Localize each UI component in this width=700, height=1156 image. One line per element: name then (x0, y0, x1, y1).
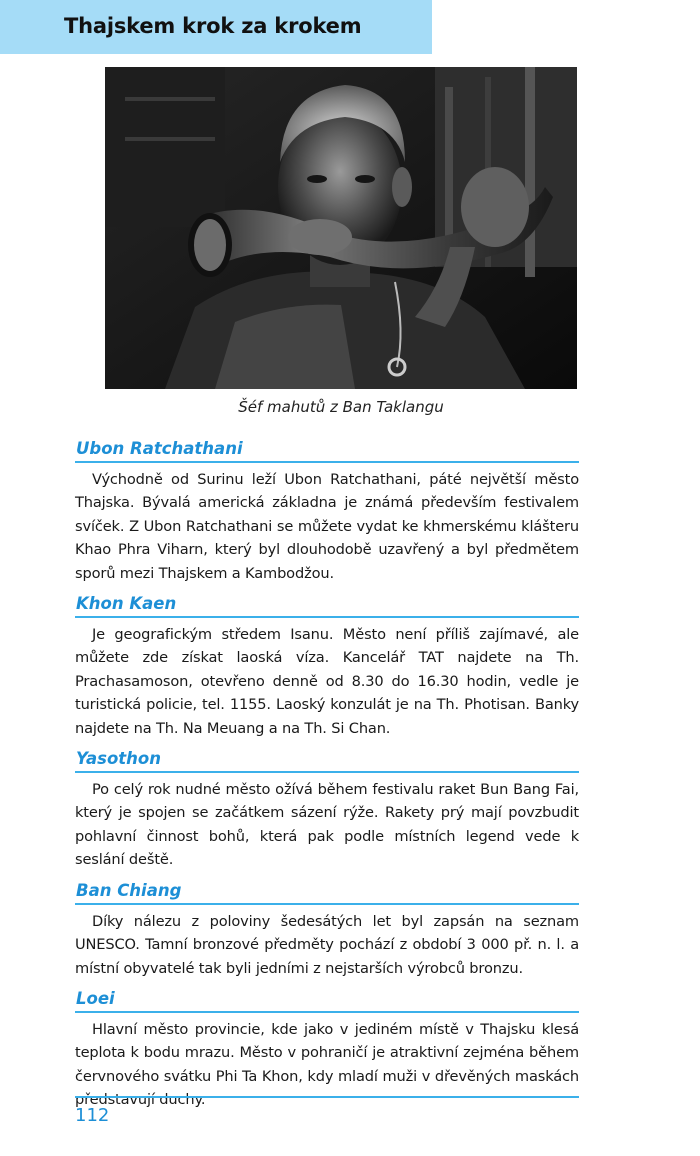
section-paragraph: Po celý rok nudné město ožívá během festivalu raket Bun Bang Fai, který je spojen se začátkem sázení rýže. Rakety prý mají povzbudit pohlavní činnost bohů, která pak podle místních legend vede k seslání deště. (75, 781, 579, 869)
section-heading: Ubon Ratchathani (75, 438, 579, 463)
photo-caption: Šéf mahutů z Ban Taklangu (238, 398, 444, 416)
footer-rule (75, 1096, 579, 1098)
man-blowing-horn-photo (105, 67, 577, 389)
section-heading: Ban Chiang (75, 880, 579, 905)
photo (105, 67, 577, 389)
section-paragraph: Hlavní město provincie, kde jako v jediném místě v Thajsku klesá teplota k bodu mrazu. Město v pohraničí je atraktivní zejména během červnového svátku Phi Ta Khon, kdy mladí muži v dřevěných maskách představují duchy. (75, 1020, 579, 1109)
page-number: 112 (75, 1105, 110, 1126)
header-band (0, 0, 432, 54)
article-content (75, 438, 579, 1120)
section-ban-chiang (75, 880, 579, 980)
section-heading: Khon Kaen (75, 593, 579, 618)
section-paragraph: Je geografickým středem Isanu. Město není příliš zajímavé, ale můžete zde získat laoská víza. Kancelář TAT najdete na Th. Prachasamoson, otevřeno denně od 8.30 do 16.30 hodin, vedle je turistická policie, tel. 1155. Laoský konzulát je na Th. Photisan. Banky najdete na Th. Na Meuang a na Th. Si Chan. (75, 626, 579, 737)
section-heading: Yasothon (75, 748, 579, 773)
section-heading: Loei (75, 988, 579, 1013)
section-ubon-ratchathani (75, 438, 579, 585)
section-paragraph: Východně od Surinu leží Ubon Ratchathani, páté největší město Thajska. Bývalá americká základna je známá především festivalem svíček. Z Ubon Ratchathani se můžete vydat ke khmerskému klášteru Khao Phra Viharn, který byl dlouhodobě uzavřený a byl předmětem sporů mezi Thajskem a Kambodžou. (75, 471, 579, 582)
section-paragraph: Díky nálezu z poloviny šedesátých let byl zapsán na seznam UNESCO. Tamní bronzové předměty pochází z období 3 000 př. n. l. a místní obyvatelé tak byli jedními z nejstarších výrobců bronzu. (75, 912, 579, 977)
section-khon-kaen (75, 593, 579, 740)
section-loei (75, 988, 579, 1112)
book-title: Thajskem krok za krokem (64, 14, 362, 38)
section-yasothon (75, 748, 579, 872)
